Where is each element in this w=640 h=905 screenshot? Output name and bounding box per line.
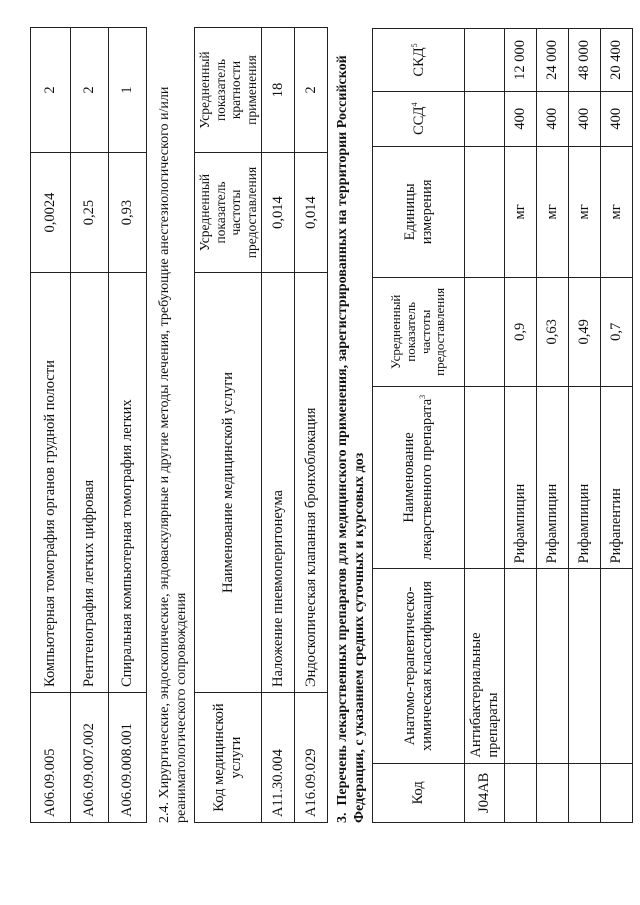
unit-value: мг	[505, 146, 537, 277]
table-row	[295, 28, 328, 823]
service-code: A11.30.004	[262, 693, 295, 823]
col-header-atc: Анатомо-терапевтическо-химическая классификация	[373, 569, 465, 763]
unit-value: мг	[569, 146, 601, 277]
frequency-value: 0,25	[71, 153, 109, 273]
col-header-multiplicity: Усредненный показатель кратности применения	[195, 28, 262, 153]
table-header-row	[195, 28, 262, 823]
unit-value: мг	[537, 146, 569, 277]
table-row	[505, 29, 537, 823]
drug-name: Рифампицин	[569, 386, 601, 569]
section-3-heading	[334, 23, 368, 823]
atc-group-name: Антибактериальные препараты	[465, 569, 505, 763]
service-name: Компьютерная томография органов грудной полости	[31, 273, 71, 693]
col-header-frequency: Усредненный показатель частоты предоставления	[195, 153, 262, 273]
table-header-row	[373, 29, 465, 823]
imaging-table	[30, 27, 147, 823]
atc-code: J04AB	[465, 763, 505, 822]
surgical-table-container	[194, 27, 328, 823]
service-name: Наложение пневмоперитонеума	[262, 273, 295, 693]
service-name: Спиральная компьютерная томография легких	[109, 273, 147, 693]
imaging-table-container	[30, 27, 147, 823]
frequency-value: 0,0024	[31, 153, 71, 273]
multiplicity-value: 1	[109, 28, 147, 153]
section-number: 3.	[335, 812, 350, 823]
skd-value: 48 000	[569, 29, 601, 92]
drug-name: Рифампицин	[505, 386, 537, 569]
multiplicity-value: 2	[295, 28, 328, 153]
drug-name: Рифапентин	[601, 386, 633, 569]
skd-value: 12 000	[505, 29, 537, 92]
skd-value: 20 400	[601, 29, 633, 92]
col-header-ssd: ССД$^4$	[373, 91, 465, 146]
service-name: Эндоскопическая клапанная бронхоблокация	[295, 273, 328, 693]
table-row	[262, 28, 295, 823]
multiplicity-value: 2	[71, 28, 109, 153]
frequency-value: 0,014	[262, 153, 295, 273]
ssd-value: 400	[569, 91, 601, 146]
service-code: A06.09.005	[31, 693, 71, 823]
ssd-value: 400	[505, 91, 537, 146]
table-row-group	[465, 29, 505, 823]
drugs-table-container	[372, 28, 633, 823]
col-header-code: Код	[373, 763, 465, 822]
col-header-frequency: Усредненный показатель частоты предоставления	[373, 278, 465, 387]
table-row	[537, 29, 569, 823]
table-row	[109, 28, 147, 823]
multiplicity-value: 18	[262, 28, 295, 153]
table-row	[601, 29, 633, 823]
service-name: Рентгенография легких цифровая	[71, 273, 109, 693]
table-row	[71, 28, 109, 823]
table-row	[31, 28, 71, 823]
skd-value: 24 000	[537, 29, 569, 92]
frequency-value: 0,93	[109, 153, 147, 273]
frequency-value: 0,63	[537, 278, 569, 387]
ssd-value: 400	[537, 91, 569, 146]
col-header-skd: СКД$^5$	[373, 29, 465, 92]
service-code: A06.09.008.001	[109, 693, 147, 823]
col-header-unit: Единицы измерения	[373, 146, 465, 277]
service-code: A16.09.029	[295, 693, 328, 823]
drugs-table	[372, 28, 633, 823]
col-header-code: Код медицинской услуги	[195, 693, 262, 823]
ssd-value: 400	[601, 91, 633, 146]
col-header-drug: Наименование лекарственного препарата$^3$	[373, 386, 465, 569]
col-header-name: Наименование медицинской услуги	[195, 273, 262, 693]
frequency-value: 0,014	[295, 153, 328, 273]
surgical-table	[194, 27, 328, 823]
drug-name: Рифампицин	[537, 386, 569, 569]
multiplicity-value: 2	[31, 28, 71, 153]
frequency-value: 0,9	[505, 278, 537, 387]
section-2-4-heading: 2.4. Хирургические, эндоскопические, эндоваскулярные и другие методы лечения, требующие анестезиологического и/или реаниматологического сопровождения	[157, 86, 189, 823]
section-title: Перечень лекарственных препаратов для медицинского применения, зарегистрированных на территории Российской Федерации, с указанием средних суточных и курсовых доз	[335, 55, 367, 823]
table-row	[569, 29, 601, 823]
frequency-value: 0,49	[569, 278, 601, 387]
service-code: A06.09.007.002	[71, 693, 109, 823]
frequency-value: 0,7	[601, 278, 633, 387]
unit-value: мг	[601, 146, 633, 277]
